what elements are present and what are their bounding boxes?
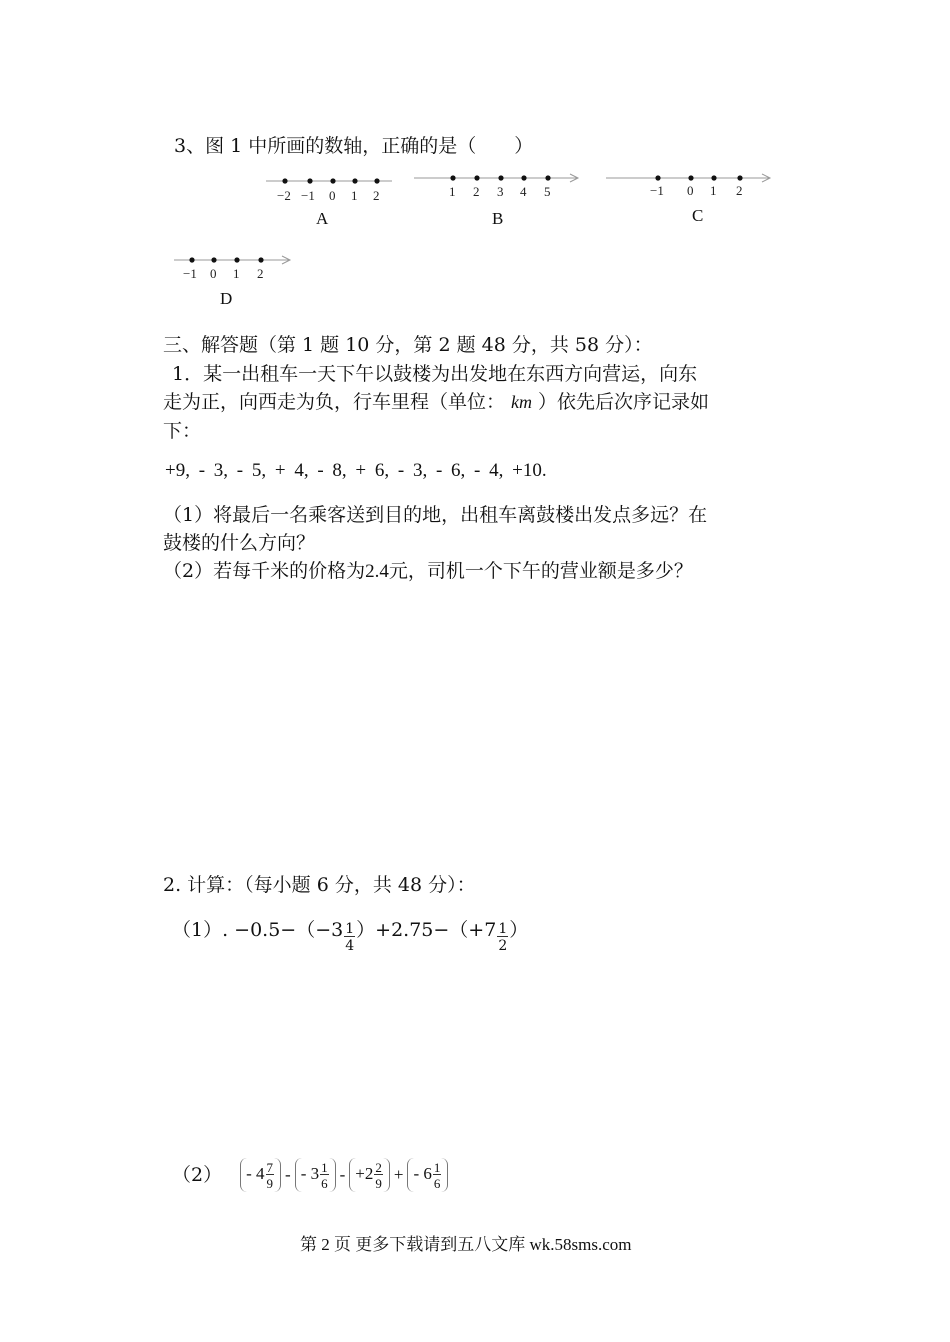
- axis-d-label: D: [220, 289, 233, 308]
- axis-c-label: C: [692, 206, 704, 225]
- tick-dot: [307, 178, 312, 183]
- fraction-one-half: $\frac{1}{2}$: [498, 921, 508, 954]
- fraction-one-quarter: $\frac{1}{4}$: [345, 921, 355, 954]
- term-3: +2 $\frac{2}{9}$: [349, 1158, 390, 1192]
- tick-dot: [330, 178, 335, 183]
- tick-label: 1: [233, 266, 240, 281]
- expression-2: （2） - 4 $\frac{7}{9}$ - - 3 $\frac{1}{6}$ - +2 $\frac{2}{9}$ + - 6 $\frac{1}{6}$: [172, 1158, 450, 1192]
- problem1-line2: 走为正，向西走为负，行车里程（单位： km ）依先后次序记录如: [163, 391, 710, 413]
- problem2-heading: 2. 计算：（每小题 6 分，共 48 分）：: [163, 874, 476, 896]
- tick-label: 1: [449, 184, 456, 199]
- tick-label: 3: [497, 184, 504, 199]
- term-1: - 4 $\frac{7}{9}$: [240, 1158, 281, 1192]
- tick-label: 1: [351, 188, 358, 203]
- tick-label: −1: [301, 188, 315, 203]
- tick-label: −1: [183, 266, 197, 281]
- tick-dot: [737, 175, 742, 180]
- tick-dot: [545, 175, 550, 180]
- tick-dot: [374, 178, 379, 183]
- tick-dot: [189, 257, 194, 262]
- tick-label: −1: [650, 183, 664, 198]
- number-line-c: [602, 168, 777, 208]
- mileage-sequence: +9, - 3, - 5, + 4, - 8, + 6, - 3, - 6, - 4, +10.: [165, 460, 547, 481]
- tick-label: 2: [473, 184, 480, 199]
- subquestion-2: （2）若每千米的价格为2.4元，司机一个下午的营业额是多少？: [163, 560, 693, 582]
- tick-label: 0: [210, 266, 217, 281]
- tick-dot: [352, 178, 357, 183]
- axis-a-label: A: [316, 209, 329, 228]
- page-footer: 第 2 页 更多下载请到五八文库 wk.58sms.com: [300, 1235, 632, 1254]
- number-line-a: [262, 168, 397, 208]
- number-line-b: [410, 168, 585, 208]
- tick-dot: [211, 257, 216, 262]
- subquestion-1-line1: （1）将最后一名乘客送到目的地，出租车离鼓楼出发点多远？在: [163, 504, 708, 526]
- q3-prompt: 3、图 1 中所画的数轴，正确的是（ ）: [174, 135, 534, 157]
- tick-dot: [655, 175, 660, 180]
- tick-dot: [521, 175, 526, 180]
- tick-dot: [498, 175, 503, 180]
- expression-1: （1）. −0.5−（−3 $\frac{1}{4}$ ）+2.75−（+7 $\frac{1}{2}$ ）: [172, 918, 529, 954]
- problem1-line1: 1．某一出租车一天下午以鼓楼为出发地在东西方向营运，向东: [172, 363, 698, 385]
- tick-label: −2: [277, 188, 291, 203]
- tick-label: 2: [373, 188, 380, 203]
- section-heading: 三、解答题（第 1 题 10 分，第 2 题 48 分，共 58 分）：: [163, 334, 653, 356]
- tick-dot: [282, 178, 287, 183]
- problem1-line3: 下：: [163, 420, 202, 442]
- tick-label: 1: [710, 183, 717, 198]
- number-line-d: [170, 250, 295, 285]
- subquestion-1-line2: 鼓楼的什么方向？: [163, 532, 316, 554]
- tick-label: 2: [257, 266, 264, 281]
- tick-dot: [258, 257, 263, 262]
- tick-dot: [711, 175, 716, 180]
- term-2: - 3 $\frac{1}{6}$: [295, 1158, 336, 1192]
- tick-label: 0: [687, 183, 694, 198]
- tick-dot: [688, 175, 693, 180]
- unit-km: km: [511, 392, 533, 412]
- tick-label: 5: [544, 184, 551, 199]
- price-value: 2.4: [365, 561, 389, 582]
- tick-dot: [450, 175, 455, 180]
- tick-label: 4: [520, 184, 527, 199]
- tick-dot: [474, 175, 479, 180]
- tick-label: 0: [329, 188, 336, 203]
- tick-dot: [234, 257, 239, 262]
- tick-label: 2: [736, 183, 743, 198]
- term-4: - 6 $\frac{1}{6}$: [407, 1158, 448, 1192]
- axis-b-label: B: [492, 209, 504, 228]
